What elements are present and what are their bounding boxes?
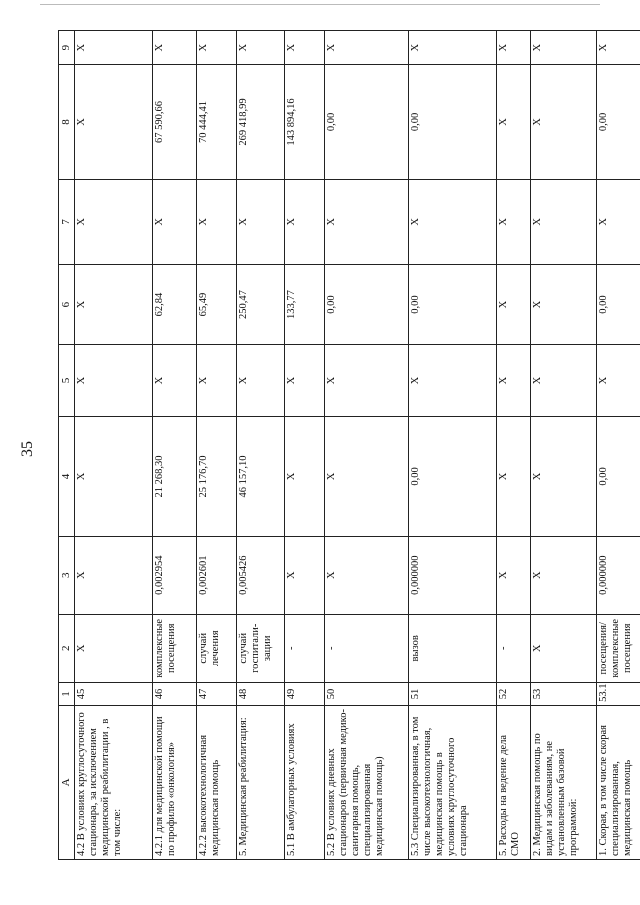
table-cell: случай лечения — [196, 614, 236, 683]
table-cell: Х — [74, 417, 152, 537]
header-cell: A — [59, 705, 75, 859]
table-cell: 21 268,30 — [152, 417, 196, 537]
header-cell: 6 — [59, 265, 75, 345]
table-cell: Х — [284, 179, 324, 265]
scan-artifact-line — [40, 4, 600, 5]
table-row — [236, 31, 284, 860]
table-body — [59, 31, 640, 860]
table-cell: комплексные посещения — [152, 614, 196, 683]
table-cell: - — [284, 614, 324, 683]
table-cell: Х — [596, 31, 640, 65]
data-table — [58, 30, 640, 860]
table-cell: 47 — [196, 683, 236, 706]
table-cell: Х — [284, 31, 324, 65]
table-cell: 62,84 — [152, 265, 196, 345]
table-cell: Х — [324, 417, 408, 537]
table-cell: 25 176,70 — [196, 417, 236, 537]
table-header-row — [59, 31, 75, 860]
table-cell: 0,00 — [324, 265, 408, 345]
table-cell: Х — [408, 31, 496, 65]
table-cell: Х — [152, 345, 196, 417]
table-cell: 133,77 — [284, 265, 324, 345]
table-cell: Х — [530, 31, 596, 65]
table-row — [196, 31, 236, 860]
table-cell: Х — [530, 417, 596, 537]
header-cell: 8 — [59, 65, 75, 179]
table-cell: Х — [284, 536, 324, 614]
table-cell: 46 157,10 — [236, 417, 284, 537]
table-cell: 0,000000 — [596, 536, 640, 614]
table-cell: Х — [196, 31, 236, 65]
table-row — [284, 31, 324, 860]
table-row — [408, 31, 496, 860]
table-cell: 49 — [284, 683, 324, 706]
table-cell: Х — [152, 179, 196, 265]
table-cell: Х — [496, 417, 530, 537]
table-cell: Х — [596, 179, 640, 265]
table-cell: 0,00 — [324, 65, 408, 179]
table-cell: Х — [196, 179, 236, 265]
table-cell: посещения/ комплексные посещения — [596, 614, 640, 683]
table-cell: 0,00 — [408, 417, 496, 537]
row-label-cell: 1. Скорая, в том числе скорая специализированная, медицинская помощь — [596, 705, 640, 859]
row-label-cell: 4.2.1 для медицинской помощи по профилю «онкология» — [152, 705, 196, 859]
table-cell: Х — [236, 345, 284, 417]
table-cell: Х — [496, 345, 530, 417]
table-cell: - — [496, 614, 530, 683]
table-cell: 46 — [152, 683, 196, 706]
row-label-cell: 5. Медицинская реабилитация: — [236, 705, 284, 859]
table-row — [152, 31, 196, 860]
table-cell: 70 444,41 — [196, 65, 236, 179]
table-cell: Х — [74, 179, 152, 265]
table-cell: 67 590,66 — [152, 65, 196, 179]
row-label-cell: 2. Медицинская помощь по видам и заболеваниям, не установленным базовой программой: — [530, 705, 596, 859]
table-row — [324, 31, 408, 860]
table-cell: Х — [596, 345, 640, 417]
table-cell: 143 894,16 — [284, 65, 324, 179]
table-cell: 0,00 — [596, 65, 640, 179]
table-cell: Х — [496, 31, 530, 65]
table-cell: Х — [324, 345, 408, 417]
table-cell: Х — [284, 417, 324, 537]
table-cell: Х — [196, 345, 236, 417]
table-cell: Х — [74, 65, 152, 179]
table-cell: вызов — [408, 614, 496, 683]
header-cell: 3 — [59, 536, 75, 614]
header-cell: 4 — [59, 417, 75, 537]
table-cell: Х — [74, 345, 152, 417]
table-area — [58, 30, 633, 860]
table-cell: Х — [236, 31, 284, 65]
header-cell: 9 — [59, 31, 75, 65]
table-cell: 53 — [530, 683, 596, 706]
row-label-cell: 5. Расходы на ведение дела СМО — [496, 705, 530, 859]
table-cell: Х — [236, 179, 284, 265]
table-cell: Х — [324, 536, 408, 614]
table-cell: 250,47 — [236, 265, 284, 345]
table-cell: 0,000000 — [408, 536, 496, 614]
table-cell: Х — [496, 536, 530, 614]
table-cell: Х — [324, 31, 408, 65]
table-cell: Х — [530, 536, 596, 614]
header-cell: 2 — [59, 614, 75, 683]
table-cell: случай госпитали- зации — [236, 614, 284, 683]
table-cell: Х — [74, 31, 152, 65]
table-cell: 269 418,99 — [236, 65, 284, 179]
rotated-table-container — [58, 30, 633, 860]
row-label-cell: 5.1 В амбулаторных условиях — [284, 705, 324, 859]
table-cell: 53.1 — [596, 683, 640, 706]
table-cell: Х — [496, 265, 530, 345]
table-cell: Х — [74, 536, 152, 614]
table-cell: 48 — [236, 683, 284, 706]
table-cell: 65,49 — [196, 265, 236, 345]
table-cell: - — [324, 614, 408, 683]
row-label-cell: 5.3 Специализированная, в том числе высокотехнологичная, медицинская помощь в условиях круглосуточного стационара — [408, 705, 496, 859]
table-cell: Х — [284, 345, 324, 417]
table-row — [74, 31, 152, 860]
table-cell: Х — [324, 179, 408, 265]
row-label-cell: 5.2 В условиях дневных стационаров (первичная медико-санитарная помощь, специализированная медицинская помощь) — [324, 705, 408, 859]
page-number: 35 — [19, 441, 36, 457]
table-cell: Х — [530, 65, 596, 179]
table-cell: 0,00 — [596, 417, 640, 537]
table-cell: Х — [152, 31, 196, 65]
table-cell: Х — [408, 179, 496, 265]
table-cell: 0,005426 — [236, 536, 284, 614]
header-cell: 5 — [59, 345, 75, 417]
table-cell: Х — [408, 345, 496, 417]
table-row — [530, 31, 596, 860]
table-cell: 0,00 — [408, 65, 496, 179]
table-cell: 0,002601 — [196, 536, 236, 614]
table-cell: 45 — [74, 683, 152, 706]
row-label-cell: 4.2.2 высокотехнологичная медицинская помощь — [196, 705, 236, 859]
table-cell: Х — [74, 614, 152, 683]
header-cell: 1 — [59, 683, 75, 706]
table-cell: Х — [530, 345, 596, 417]
table-cell: 52 — [496, 683, 530, 706]
table-cell: Х — [74, 265, 152, 345]
table-cell: Х — [496, 65, 530, 179]
table-cell: Х — [530, 265, 596, 345]
table-row — [496, 31, 530, 860]
table-cell: Х — [496, 179, 530, 265]
table-cell: 51 — [408, 683, 496, 706]
table-cell: Х — [530, 614, 596, 683]
table-cell: 0,00 — [596, 265, 640, 345]
table-cell: 0,00 — [408, 265, 496, 345]
table-row — [596, 31, 640, 860]
table-cell: 50 — [324, 683, 408, 706]
header-cell: 7 — [59, 179, 75, 265]
table-cell: 0,002954 — [152, 536, 196, 614]
table-cell: Х — [530, 179, 596, 265]
row-label-cell: 4.2 В условиях круглосуточного стационара, за исключением медицинской реабилитации , в том числе: — [74, 705, 152, 859]
